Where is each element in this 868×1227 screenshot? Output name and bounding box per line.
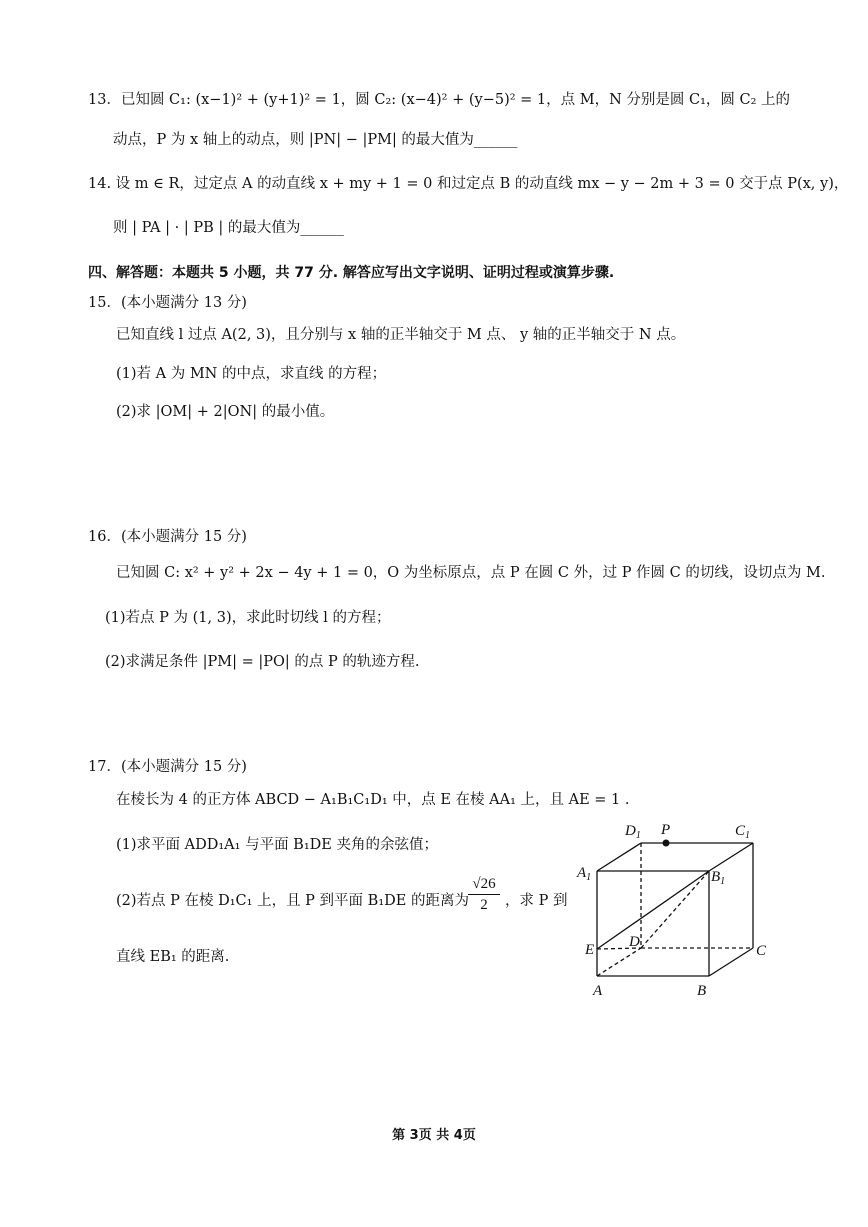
edge-b-c <box>709 948 753 976</box>
q17-header: 17．(本小题满分 15 分) <box>88 759 247 775</box>
segment-d-b1 <box>641 871 709 948</box>
q13-line1: 13．已知圆 C₁: (x−1)² + (y+1)² = 1，圆 C₂: (x−4)² + (y−5)² = 1，点 M，N 分别是圆 C₁，圆 C₂ 上的 <box>88 92 791 108</box>
edge-b1-c1 <box>709 843 753 871</box>
q15-part2: (2)求 |OM| + 2|ON| 的最小值。 <box>116 404 335 420</box>
label-c: C <box>756 943 767 959</box>
label-e: E <box>585 942 595 958</box>
label-c1: $C_1$ <box>735 823 751 841</box>
section-heading: 四、解答题：本题共 5 小题，共 77 分. 解答应写出文字说明、证明过程或演算步骤. <box>88 265 615 281</box>
label-d: D <box>629 934 640 950</box>
label-a: A <box>593 983 603 999</box>
label-b1: $B_1$ <box>711 869 726 887</box>
edge-a-d <box>597 948 641 976</box>
q15-stem: 已知直线 l 过点 A(2, 3)，且分别与 x 轴的正半轴交于 M 点、 y 轴的正半轴交于 N 点。 <box>116 327 686 343</box>
q16-part1: (1)若点 P 为 (1, 3)，求此时切线 l 的方程； <box>105 610 391 626</box>
q17-part1: (1)求平面 ADD₁A₁ 与平面 B₁DE 夹角的余弦值； <box>116 837 438 853</box>
q16-part2: (2)求满足条件 |PM| = |PO| 的点 P 的轨迹方程. <box>105 654 420 670</box>
point-p <box>663 840 670 847</box>
q16-stem: 已知圆 C: x² + y² + 2x − 4y + 1 = 0，O 为坐标原点，点 P 在圆 C 外，过 P 作圆 C 的切线，设切点为 M. <box>116 565 826 581</box>
fraction-numerator: √26 <box>472 876 496 892</box>
label-b: B <box>697 983 707 999</box>
q15-part1: (1)若 A 为 MN 的中点，求直线 的方程； <box>116 366 387 382</box>
label-a1: $A_1$ <box>577 865 592 883</box>
label-p: P <box>661 822 671 838</box>
q17-stem: 在棱长为 4 的正方体 ABCD − A₁B₁C₁D₁ 中，点 E 在棱 AA₁ 上，且 AE = 1 . <box>116 792 630 808</box>
distance-fraction <box>466 875 502 914</box>
edge-a1-d1 <box>597 843 641 871</box>
q17-part2-a: (2)若点 P 在棱 D₁C₁ 上，且 P 到平面 B₁DE 的距离为 <box>116 893 469 909</box>
segment-e-b1 <box>597 871 709 949</box>
q14-line2: 则 | PA | · | PB | 的最大值为______ <box>113 220 344 236</box>
q17-part2-b: ，求 P 到 <box>505 893 568 909</box>
q16-header: 16．(本小题满分 15 分) <box>88 529 247 545</box>
cube-figure <box>575 815 775 1005</box>
fraction-bar <box>468 894 500 895</box>
q15-header: 15．(本小题满分 13 分) <box>88 295 247 311</box>
label-d1: $D_1$ <box>625 823 641 841</box>
fraction-denominator: 2 <box>480 897 488 913</box>
q13-line2: 动点，P 为 x 轴上的动点，则 |PN| − |PM| 的最大值为______ <box>113 132 518 148</box>
page-footer: 第 3页 共 4页 <box>392 1128 476 1143</box>
q14-line1: 14. 设 m ∈ R，过定点 A 的动直线 x + my + 1 = 0 和过定点 B 的动直线 mx − y − 2m + 3 = 0 交于点 P(x, y)， <box>88 176 849 192</box>
q17-part2-c: 直线 EB₁ 的距离. <box>116 949 230 965</box>
